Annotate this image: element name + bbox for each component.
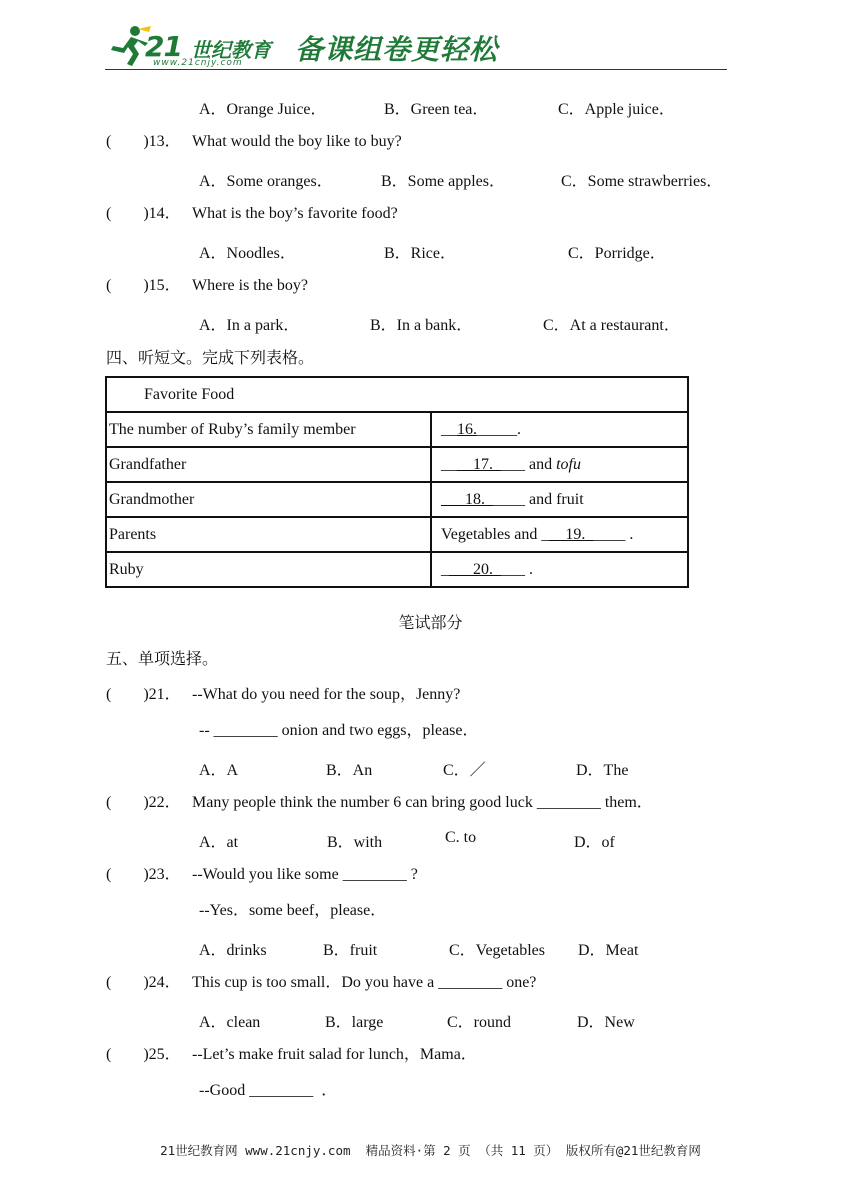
row-label: The number of Ruby’s family member: [106, 412, 431, 447]
question-stem: This cup is too small．Do you have a ________ one?: [192, 974, 537, 991]
table-row: [106, 482, 688, 517]
question-stem: --Let’s make fruit salad for lunch，Mama．: [192, 1046, 477, 1063]
table-row: [106, 412, 688, 447]
row-label: Parents: [106, 517, 431, 552]
option-c: C．Vegetables: [449, 942, 545, 959]
blank-19[interactable]: __19._: [549, 525, 594, 543]
written-section-title: 笔试部分: [398, 613, 463, 632]
header-rule: [105, 69, 727, 70]
option-b: B．large: [325, 1014, 384, 1031]
option-a: A．Orange Juice．: [199, 101, 327, 118]
option-d: D．New: [577, 1014, 635, 1031]
option-c: C．Porridge．: [568, 245, 666, 262]
option-d: D．of: [574, 834, 615, 851]
question-number: ( )22．: [106, 794, 181, 811]
option-a: A．Noodles．: [199, 245, 296, 262]
option-c: C．round: [447, 1014, 512, 1031]
header-slogan: 备课组卷更轻松: [295, 33, 499, 66]
question-number: ( )23．: [106, 866, 181, 883]
table-row: [106, 552, 688, 587]
option-b: B．with: [327, 834, 383, 851]
table-row: [106, 447, 688, 482]
option-b: B．In a bank．: [370, 317, 473, 334]
answer-cell: ___18._____ and fruit: [431, 482, 688, 517]
table-header-row: [106, 377, 688, 412]
page-header: [105, 22, 727, 72]
option-b: B．Rice．: [384, 245, 456, 262]
question-number: ( )25．: [106, 1046, 181, 1063]
logo-text: 世纪教育: [191, 38, 271, 62]
answer-cell: ____17.____ and tofu: [431, 447, 688, 482]
answer-cell: __16._____.: [431, 412, 688, 447]
question-stem: Many people think the number 6 can bring good luck ________ them．: [192, 794, 653, 811]
question-number: ( )21．: [106, 686, 181, 703]
option-c: C．／: [443, 762, 486, 779]
blank-20[interactable]: ___20._: [449, 560, 501, 578]
option-a: A．at: [199, 834, 239, 851]
blank-16[interactable]: 16.: [457, 420, 477, 438]
blank-17[interactable]: __17._: [457, 455, 501, 473]
option-a: A．A: [199, 762, 239, 779]
question-number: ( )24．: [106, 974, 181, 991]
page-footer: 21世纪教育网 www.21cnjy.com 精品资料·第 2 页 （共 11 页） 版权所有@21世纪教育网: [160, 1143, 701, 1158]
question-stem: What is the boy’s favorite food?: [192, 205, 398, 222]
option-b: B．Some apples．: [381, 173, 505, 190]
option-c: C．Some strawberries．: [561, 173, 723, 190]
row-label: Grandfather: [106, 447, 431, 482]
question-sub: --Good ________ ．: [199, 1082, 338, 1099]
option-a: A．In a park．: [199, 317, 300, 334]
table-row: [106, 517, 688, 552]
answer-cell: ____20.____ .: [431, 552, 688, 587]
row-label: Grandmother: [106, 482, 431, 517]
blank-18[interactable]: ___18._: [441, 490, 493, 508]
section-heading: 五、单项选择。: [106, 649, 219, 668]
option-b: B．fruit: [323, 942, 378, 959]
question-number: ( )15．: [106, 277, 181, 294]
question-stem: --Would you like some ________ ?: [192, 866, 418, 883]
option-b: B．An: [326, 762, 373, 779]
logo-url: www.21cnjy.com: [153, 58, 243, 68]
favorite-food-table: [105, 376, 689, 588]
logo-number: 21: [145, 30, 182, 63]
option-b: B．Green tea．: [384, 101, 489, 118]
option-c: C．Apple juice．: [558, 101, 675, 118]
option-a: A．Some oranges．: [199, 173, 333, 190]
question-stem: --What do you need for the soup，Jenny?: [192, 686, 461, 703]
option-d: D．Meat: [578, 942, 639, 959]
question-number: ( )13．: [106, 133, 181, 150]
option-a: A．clean: [199, 1014, 261, 1031]
row-label: Ruby: [106, 552, 431, 587]
option-a: A．drinks: [199, 942, 267, 959]
option-c: C．At a restaurant．: [543, 317, 680, 334]
section-heading: 四、听短文。完成下列表格。: [106, 348, 315, 367]
answer-cell: Vegetables and ___19._____ .: [431, 517, 688, 552]
question-stem: Where is the boy?: [192, 277, 308, 294]
question-number: ( )14．: [106, 205, 181, 222]
option-d: D．The: [576, 762, 629, 779]
question-stem: What would the boy like to buy?: [192, 133, 402, 150]
question-sub: -- ________ onion and two eggs，please．: [199, 722, 479, 739]
table-header: Favorite Food: [106, 377, 688, 412]
option-c: C. to: [445, 829, 477, 846]
question-sub: --Yes．some beef，please．: [199, 902, 387, 919]
